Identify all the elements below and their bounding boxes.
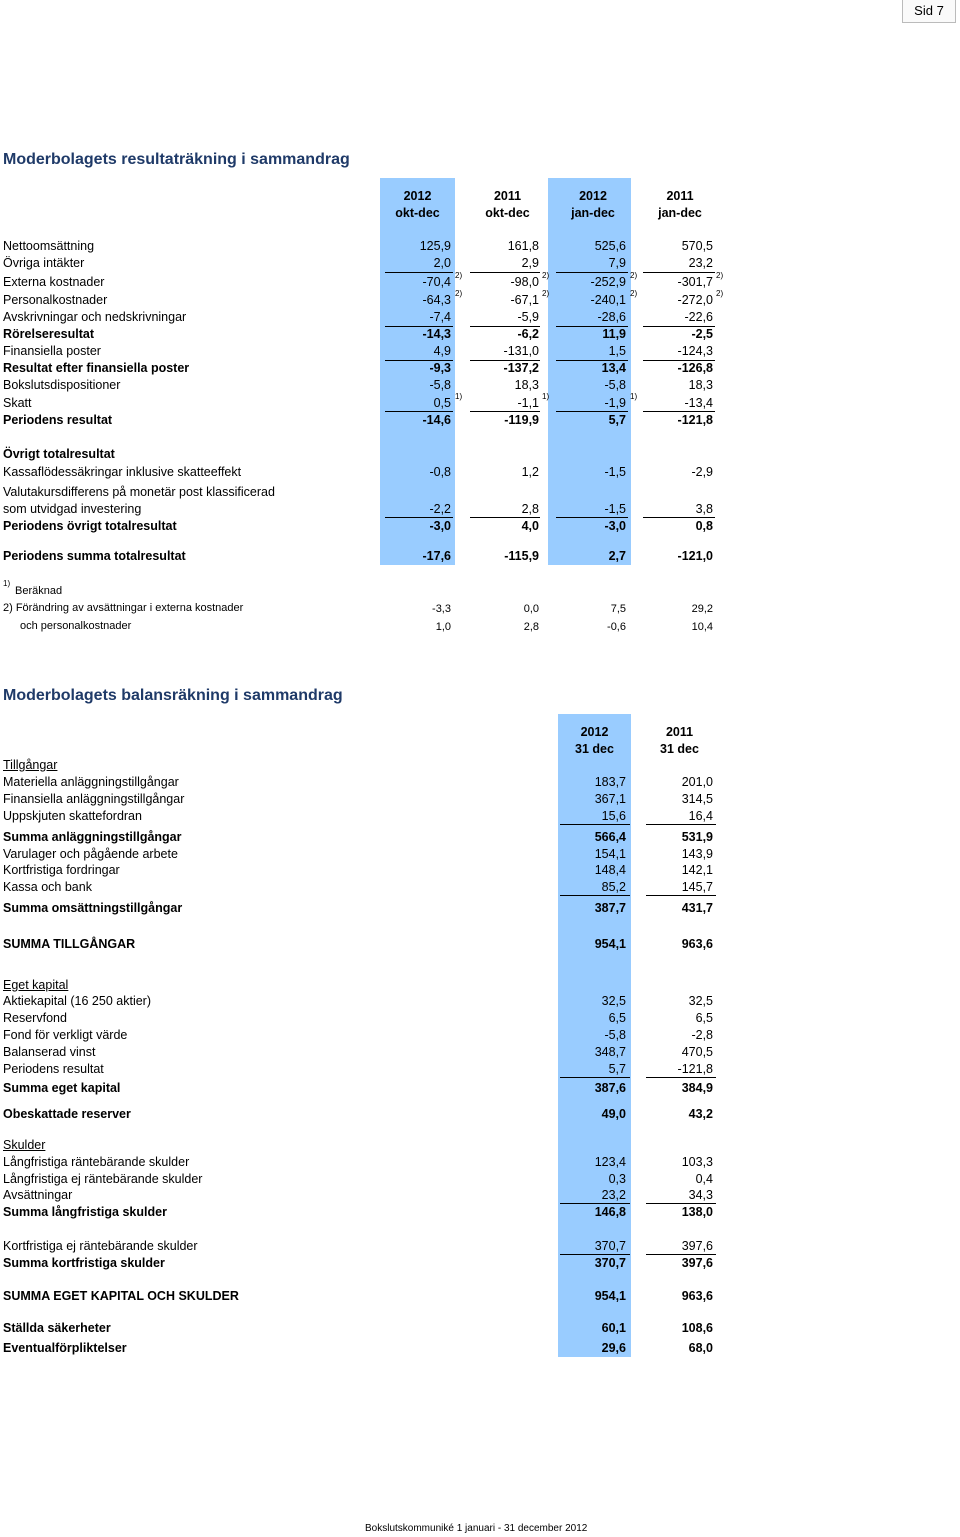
row-label: Periodens resultat	[3, 413, 113, 427]
cell-value: 68,0	[688, 1341, 713, 1355]
section-heading: Skulder	[3, 1138, 46, 1152]
cell-value: 201,0	[681, 775, 713, 789]
cell-value: 963,6	[681, 937, 713, 951]
footnote-text: 2) Förändring av avsättningar i externa kostnader	[3, 602, 244, 614]
cell-value: -115,9	[504, 549, 539, 563]
cell-value: -252,9	[590, 275, 626, 289]
hdr-year: 2011	[666, 189, 694, 203]
cell-value: 387,6	[594, 1081, 626, 1095]
row-label: Summa kortfristiga skulder	[3, 1256, 165, 1270]
cell-value: 43,2	[688, 1107, 713, 1121]
cell-value: 531,9	[681, 830, 713, 844]
cell-value: 0,0	[523, 603, 539, 615]
cell-value: -1,9	[604, 396, 626, 410]
cell-value: -6,2	[517, 327, 539, 341]
cell-value: -9,3	[429, 361, 451, 375]
cell-value: -131,0	[503, 344, 539, 358]
row-label: Avskrivningar och nedskrivningar	[3, 310, 187, 324]
cell-value: -67,1	[510, 293, 539, 307]
footnote-mark: 1)	[3, 579, 11, 588]
cell-value: 148,4	[594, 863, 626, 877]
row-label: Summa eget kapital	[3, 1081, 121, 1095]
income-title: Moderbolagets resultaträkning i sammandrag	[3, 151, 350, 168]
cell-value: 154,1	[594, 847, 626, 861]
row-label: Fond för verkligt värde	[3, 1028, 128, 1042]
hdr-date: 31 dec	[575, 742, 614, 756]
cell-value: -240,1	[590, 293, 626, 307]
balance-title: Moderbolagets balansräkning i sammandrag	[3, 687, 343, 704]
cell-value: 397,6	[681, 1256, 713, 1270]
row-label: Ställda säkerheter	[3, 1321, 111, 1335]
row-label: Varulager och pågående arbete	[3, 847, 178, 861]
footnote-mark: 2)	[630, 271, 638, 280]
cell-value: 142,1	[681, 863, 713, 877]
cell-value: 4,0	[521, 519, 539, 533]
cell-value: 431,7	[681, 901, 713, 915]
cell-value: 0,4	[695, 1172, 713, 1186]
cell-value: -2,9	[691, 465, 713, 479]
cell-value: -137,2	[503, 361, 539, 375]
cell-value: 146,8	[594, 1205, 626, 1219]
cell-value: -1,5	[604, 465, 626, 479]
cell-value: 161,8	[507, 239, 539, 253]
cell-value: 108,6	[681, 1321, 713, 1335]
cell-value: 5,7	[608, 1062, 626, 1076]
section-heading: Övrigt totalresultat	[3, 447, 115, 461]
footnote-mark: 2)	[716, 271, 724, 280]
row-label: Kassaflödessäkringar inklusive skatteeffekt	[3, 465, 242, 479]
underline	[560, 895, 630, 896]
cell-value: -272,0	[677, 293, 713, 307]
cell-value: 954,1	[594, 1289, 626, 1303]
cell-value: -14,3	[422, 327, 451, 341]
row-label: Kortfristiga fordringar	[3, 863, 120, 877]
row-label: Finansiella poster	[3, 344, 101, 358]
cell-value: 16,4	[688, 809, 713, 823]
cell-value: 23,2	[601, 1188, 626, 1202]
page-footer: Bokslutskommuniké 1 januari - 31 december 2012	[365, 1523, 588, 1534]
cell-value: 34,3	[688, 1188, 713, 1202]
row-label: Finansiella anläggningstillgångar	[3, 792, 185, 806]
footnote-mark: 1)	[542, 392, 550, 401]
cell-value: -3,3	[432, 603, 451, 615]
cell-value: 11,9	[602, 327, 626, 341]
cell-value: 370,7	[594, 1239, 626, 1253]
cell-value: -1,5	[604, 502, 626, 516]
cell-value: 0,3	[608, 1172, 626, 1186]
cell-value: -3,0	[429, 519, 451, 533]
cell-value: 370,7	[594, 1256, 626, 1270]
page-number-badge: Sid 7	[902, 0, 956, 23]
row-label: SUMMA EGET KAPITAL OCH SKULDER	[3, 1289, 239, 1303]
cell-value: -3,0	[604, 519, 626, 533]
cell-value: 384,9	[681, 1081, 713, 1095]
underline	[560, 1077, 630, 1078]
cell-value: 143,9	[681, 847, 713, 861]
cell-value: -64,3	[422, 293, 451, 307]
underline	[643, 272, 715, 273]
cell-value: 7,9	[608, 256, 626, 270]
cell-value: 387,7	[594, 901, 626, 915]
row-label: Eventualförpliktelser	[3, 1341, 127, 1355]
section-heading: Eget kapital	[3, 978, 69, 992]
row-label: Kortfristiga ej räntebärande skulder	[3, 1239, 198, 1253]
section-heading: Tillgångar	[3, 758, 58, 772]
cell-value: -70,4	[422, 275, 451, 289]
cell-value: 0,5	[433, 396, 451, 410]
cell-value: -301,7	[677, 275, 713, 289]
cell-value: 85,2	[601, 880, 626, 894]
row-label: Balanserad vinst	[3, 1045, 96, 1059]
row-label: Nettoomsättning	[3, 239, 95, 253]
row-label: Reservfond	[3, 1011, 67, 1025]
row-label: Uppskjuten skattefordran	[3, 809, 142, 823]
cell-value: 954,1	[594, 937, 626, 951]
underline	[646, 824, 716, 825]
hdr-year: 2011	[665, 725, 694, 739]
cell-value: -7,4	[429, 310, 451, 324]
cell-value: -13,4	[684, 396, 713, 410]
hdr-year: 2012	[579, 189, 607, 203]
cell-value: 2,8	[523, 621, 539, 633]
hdr-year: 2012	[580, 725, 609, 739]
row-label: Bokslutsdispositioner	[3, 378, 121, 392]
row-label: Summa omsättningstillgångar	[3, 901, 183, 915]
cell-value: -126,8	[677, 361, 713, 375]
cell-value: 397,6	[681, 1239, 713, 1253]
cell-value: 367,1	[594, 792, 626, 806]
cell-value: 7,5	[610, 603, 626, 615]
row-label: Aktiekapital (16 250 aktier)	[3, 994, 151, 1008]
cell-value: -98,0	[510, 275, 539, 289]
row-label: Periodens övrigt totalresultat	[3, 519, 177, 533]
hdr-date: 31 dec	[660, 742, 699, 756]
row-label: Resultat efter finansiella poster	[3, 361, 190, 375]
cell-value: -0,8	[429, 465, 451, 479]
footnote-text: och personalkostnader	[20, 620, 132, 632]
cell-value: 103,3	[681, 1155, 713, 1169]
cell-value: 5,7	[608, 413, 626, 427]
footnote-mark: 1)	[455, 392, 463, 401]
hdr-period: jan-dec	[571, 206, 615, 220]
cell-value: 1,2	[521, 465, 539, 479]
row-label: Summa anläggningstillgångar	[3, 830, 182, 844]
cell-value: 1,5	[608, 344, 626, 358]
cell-value: -2,2	[429, 502, 451, 516]
footnote-mark: 2)	[542, 289, 550, 298]
cell-value: 60,1	[601, 1321, 626, 1335]
cell-value: 2,9	[521, 256, 539, 270]
row-label: Summa långfristiga skulder	[3, 1205, 167, 1219]
cell-value: 123,4	[594, 1155, 626, 1169]
cell-value: 6,5	[608, 1011, 626, 1025]
cell-value: 348,7	[594, 1045, 626, 1059]
underline	[560, 824, 630, 825]
cell-value: 314,5	[681, 792, 713, 806]
cell-value: -28,6	[597, 310, 626, 324]
cell-value: 23,2	[688, 256, 713, 270]
row-label: Externa kostnader	[3, 275, 105, 289]
cell-value: 3,8	[695, 502, 713, 516]
hdr-year: 2012	[403, 189, 432, 203]
row-label: Personalkostnader	[3, 293, 108, 307]
cell-value: 125,9	[419, 239, 451, 253]
cell-value: 145,7	[681, 880, 713, 894]
cell-value: 566,4	[594, 830, 626, 844]
row-label: Kassa och bank	[3, 880, 92, 894]
cell-value: -14,6	[422, 413, 451, 427]
cell-value: -22,6	[684, 310, 713, 324]
cell-value: 29,2	[691, 603, 713, 615]
cell-value: -121,8	[677, 413, 713, 427]
cell-value: 2,0	[433, 256, 451, 270]
cell-value: 6,5	[695, 1011, 713, 1025]
cell-value: 2,8	[521, 502, 539, 516]
cell-value: -119,9	[504, 413, 539, 427]
cell-value: 49,0	[601, 1107, 626, 1121]
cell-value: 10,4	[691, 621, 713, 633]
hdr-year: 2011	[493, 189, 522, 203]
cell-value: -121,0	[677, 549, 713, 563]
underline	[470, 272, 540, 273]
cell-value: 470,5	[681, 1045, 713, 1059]
cell-value: -5,8	[604, 378, 626, 392]
footnote-text: Beräknad	[15, 585, 63, 597]
footnote-mark: 2)	[630, 289, 638, 298]
cell-value: 29,6	[601, 1341, 626, 1355]
underline	[385, 272, 453, 273]
row-label: SUMMA TILLGÅNGAR	[3, 937, 136, 951]
footnote-mark: 1)	[630, 392, 638, 401]
cell-value: -1,1	[517, 396, 539, 410]
cell-value: -124,3	[677, 344, 713, 358]
row-label: Materiella anläggningstillgångar	[3, 775, 179, 789]
row-label: Övriga intäkter	[3, 256, 85, 270]
cell-value: -5,8	[604, 1028, 626, 1042]
row-label: Långfristiga räntebärande skulder	[3, 1155, 190, 1169]
hdr-period: okt-dec	[485, 206, 530, 220]
row-label: Obeskattade reserver	[3, 1107, 131, 1121]
cell-value: 4,9	[433, 344, 451, 358]
row-label: Periodens resultat	[3, 1062, 104, 1076]
row-label: Valutakursdifferens på monetär post klassificerad	[3, 485, 275, 499]
footnote-mark: 2)	[716, 289, 724, 298]
cell-value: 18,3	[688, 378, 713, 392]
cell-value: 963,6	[681, 1289, 713, 1303]
cell-value: 570,5	[681, 239, 713, 253]
cell-value: 13,4	[601, 361, 626, 375]
cell-value: 183,7	[594, 775, 626, 789]
footnote-mark: 2)	[542, 271, 550, 280]
cell-value: 1,0	[435, 621, 451, 633]
cell-value: 138,0	[681, 1205, 713, 1219]
row-label: Långfristiga ej räntebärande skulder	[3, 1172, 203, 1186]
row-label: Periodens summa totalresultat	[3, 549, 186, 563]
cell-value: -2,5	[691, 327, 713, 341]
cell-value: 525,6	[594, 239, 626, 253]
row-label: Rörelseresultat	[3, 327, 95, 341]
cell-value: -17,6	[422, 549, 451, 563]
underline	[646, 1077, 716, 1078]
row-label: som utvidgad investering	[3, 502, 142, 516]
cell-value: -0,6	[607, 621, 626, 633]
cell-value: 2,7	[608, 549, 626, 563]
row-label: Avsättningar	[3, 1188, 73, 1202]
underline	[646, 895, 716, 896]
underline	[556, 272, 628, 273]
footnote-mark: 2)	[455, 271, 463, 280]
cell-value: 15,6	[601, 809, 626, 823]
footnote-mark: 2)	[455, 289, 463, 298]
cell-value: -5,9	[517, 310, 539, 324]
cell-value: -121,8	[677, 1062, 713, 1076]
cell-value: 32,5	[601, 994, 626, 1008]
cell-value: -2,8	[691, 1028, 713, 1042]
cell-value: 18,3	[514, 378, 539, 392]
cell-value: 32,5	[688, 994, 713, 1008]
hdr-period: okt-dec	[395, 206, 440, 220]
row-label: Skatt	[3, 396, 32, 410]
cell-value: 0,8	[695, 519, 713, 533]
hdr-period: jan-dec	[658, 206, 702, 220]
cell-value: -5,8	[429, 378, 451, 392]
